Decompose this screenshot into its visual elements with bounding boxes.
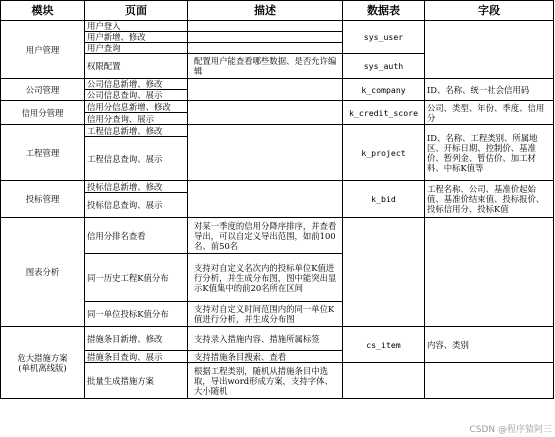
table-name: cs_item <box>343 327 425 363</box>
table-row <box>1 125 554 137</box>
page-cell: 公司信息新增、修改 <box>85 79 188 90</box>
fields-cell: 公司、类型、年份、季度、信用分 <box>425 101 554 125</box>
page-cell: 同一单位投标K值分布 <box>85 302 188 327</box>
page-cell: 工程信息新增、修改 <box>85 125 188 137</box>
module-project: 工程管理 <box>1 125 85 181</box>
description-cell: 支持录入措施内容、措施所属标签 <box>188 327 343 351</box>
description-cell: 支持措施条目搜索、查看 <box>188 351 343 363</box>
header-description: 描述 <box>188 1 343 21</box>
description-cell: 支持对自定义时间范围内的同一单位K值进行分析，并生成分布图 <box>188 302 343 327</box>
description-cell: 对某一季度的信用分降序排序，并查看导出，可以自定义导出范围，如前100名、前50名 <box>188 218 343 254</box>
page-cell: 工程信息查询、展示 <box>85 137 188 181</box>
module-company: 公司管理 <box>1 79 85 101</box>
table-name: k_project <box>343 125 425 181</box>
page-cell: 信用分信息新增、修改 <box>85 101 188 113</box>
header-page: 页面 <box>85 1 188 21</box>
table-row <box>1 21 554 32</box>
table-name: sys_user <box>343 21 425 54</box>
page-cell: 信用分查询、展示 <box>85 113 188 125</box>
page-cell: 用户新增、修改 <box>85 32 188 43</box>
page-cell: 用户查询 <box>85 43 188 54</box>
fields-cell: ID、名称、统一社会信用码 <box>425 79 554 101</box>
table-row <box>1 101 554 113</box>
header-table: 数据表 <box>343 1 425 21</box>
header-module: 模块 <box>1 1 85 21</box>
module-hazard-line1: 危大措施方案 <box>17 352 68 363</box>
header-row <box>1 1 554 21</box>
page-cell: 公司信息查询、展示 <box>85 90 188 101</box>
module-user: 用户管理 <box>1 21 85 79</box>
fields-cell: 内容、类别 <box>425 327 554 363</box>
module-charts: 图表分析 <box>1 218 85 327</box>
fields-cell: 工程名称、公司、基准价起始值、基准价结束值、投标报价、投标信用分、投标K值 <box>425 181 554 218</box>
module-bid: 投标管理 <box>1 181 85 218</box>
page-cell: 同一历史工程K值分布 <box>85 254 188 302</box>
page-cell: 投标信息查询、展示 <box>85 193 188 218</box>
fields-cell: ID、名称、工程类别、所属地区、开标日期、控制价、基准价、暂列金、暂估价、加工材料、中标K值等 <box>425 125 554 181</box>
page-cell: 权限配置 <box>85 54 188 79</box>
page-cell: 批量生成措施方案 <box>85 363 188 399</box>
module-hazard <box>1 327 85 399</box>
table-name: sys_auth <box>343 54 425 79</box>
table-row <box>1 327 554 351</box>
module-credit: 信用分管理 <box>1 101 85 125</box>
table-name: k_bid <box>343 181 425 218</box>
table-name: k_credit_score <box>343 101 425 125</box>
watermark: CSDN @程序猿阿三 <box>469 425 552 435</box>
description-cell: 根据工程类别，随机从措施条目中选取，导出word形成方案，支持字体、大小随机 <box>188 363 343 399</box>
table-row <box>1 79 554 90</box>
description-cell: 支持对自定义名次内的投标单位K值进行分析，并生成分布图，图中能突出显示K值集中的前20名所在区间 <box>188 254 343 302</box>
page-cell: 投标信息新增、修改 <box>85 181 188 193</box>
page-cell: 措施条目查询、展示 <box>85 351 188 363</box>
table-name: k_company <box>343 79 425 101</box>
page-cell: 信用分排名查看 <box>85 218 188 254</box>
table-row <box>1 218 554 254</box>
module-hazard-line2: (单机离线版) <box>18 362 67 373</box>
header-fields: 字段 <box>425 1 554 21</box>
table-row <box>1 181 554 193</box>
page-cell: 措施条目新增、修改 <box>85 327 188 351</box>
description-cell: 配置用户能查看哪些数据、是否允许编辑 <box>188 54 343 79</box>
page-cell: 用户登入 <box>85 21 188 32</box>
